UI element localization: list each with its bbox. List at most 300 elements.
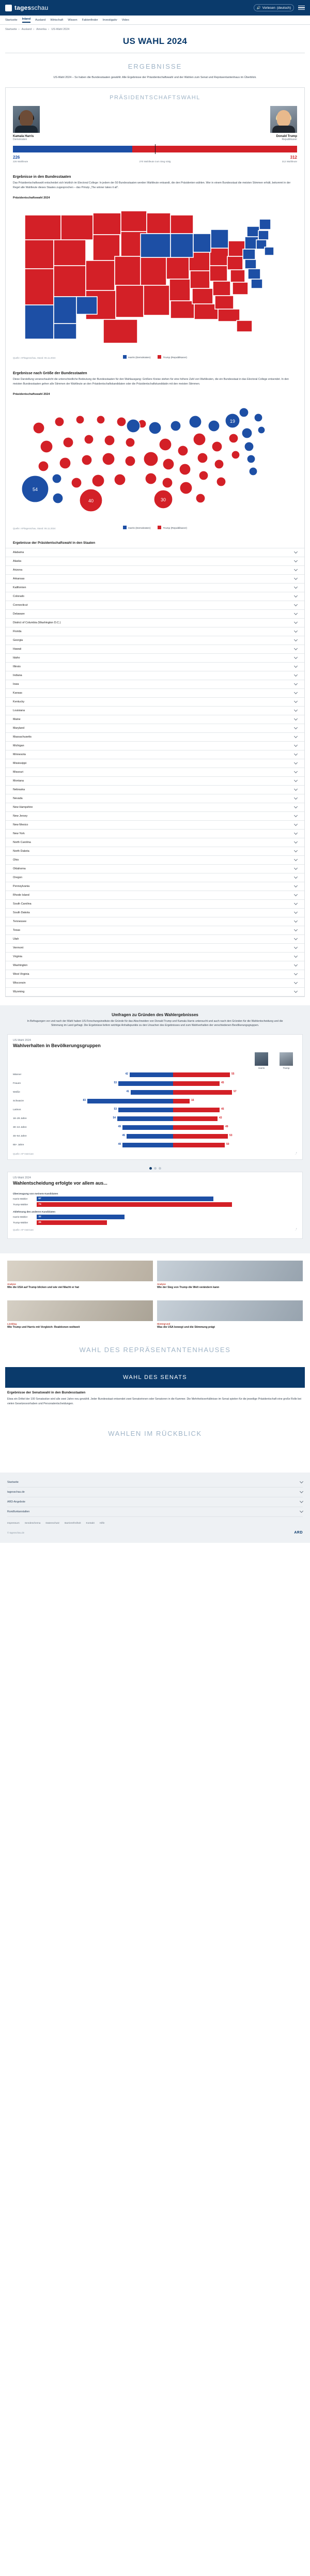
state-row[interactable] bbox=[6, 855, 304, 864]
electoral-bar-rep bbox=[132, 146, 297, 152]
nav-item-startseite[interactable]: Startseite bbox=[5, 18, 18, 22]
map2-source: Quelle: AP/tagesschau, Stand: 06.11.2024 bbox=[13, 527, 56, 530]
chevron-down-icon bbox=[300, 1509, 303, 1513]
nav-item-wirtschaft[interactable]: Wirtschaft bbox=[50, 18, 64, 22]
footer-item-rundfunkanstalten[interactable] bbox=[7, 1507, 303, 1517]
teaser-image-2 bbox=[157, 1261, 303, 1281]
state-row[interactable] bbox=[6, 987, 304, 996]
state-row[interactable] bbox=[6, 776, 304, 785]
state-label: New Hampshire bbox=[13, 805, 33, 809]
map1-source: Quelle: AP/tagesschau, Stand: 06.11.2024 bbox=[13, 356, 56, 359]
trump-photo bbox=[270, 106, 297, 133]
state-label: North Carolina bbox=[13, 840, 31, 844]
share-icon[interactable]: ⤴ bbox=[295, 1152, 297, 1155]
svg-text:54: 54 bbox=[32, 486, 38, 492]
poll1-row-label: Frauen bbox=[13, 1082, 21, 1085]
senate-text-block bbox=[0, 1388, 310, 1416]
chevron-down-icon bbox=[294, 620, 298, 624]
copyright: © tagesschau.de bbox=[7, 1531, 25, 1534]
trump-thumb bbox=[280, 1052, 293, 1066]
state-row[interactable] bbox=[6, 829, 304, 838]
poll1-row-label: Latinos bbox=[13, 1108, 21, 1111]
chevron-down-icon bbox=[294, 989, 298, 993]
chevron-down-icon bbox=[294, 910, 298, 914]
state-label: Kalifornien bbox=[13, 586, 26, 589]
poll1-header bbox=[8, 1052, 302, 1071]
poll2-row-value: 25 bbox=[37, 1220, 43, 1225]
state-row[interactable] bbox=[6, 724, 304, 732]
state-label: Arkansas bbox=[13, 577, 25, 580]
state-label: Louisiana bbox=[13, 709, 25, 712]
nav-item-video[interactable]: Video bbox=[121, 18, 129, 22]
state-label: North Dakota bbox=[13, 849, 29, 853]
state-row[interactable] bbox=[6, 680, 304, 688]
poll2-row-label: Harris-Wähler bbox=[13, 1198, 28, 1201]
chevron-down-icon bbox=[294, 664, 298, 668]
poll1-row-label: 18–29 Jahre bbox=[13, 1117, 27, 1120]
poll2-group1-label: Überzeugung von meinem Kandidaten bbox=[13, 1193, 58, 1196]
poll1-right-value: 55 bbox=[231, 1072, 235, 1076]
state-row[interactable] bbox=[6, 943, 304, 952]
presidential-card-title: PRÄSIDENTSCHAFTSWAHL bbox=[110, 95, 200, 101]
poll2-row-label: Trump-Wähler bbox=[13, 1221, 28, 1224]
poll1-right-value: 57 bbox=[234, 1090, 237, 1093]
state-label: Illinois bbox=[13, 665, 21, 668]
breadcrumb-item-1[interactable]: Ausland bbox=[21, 28, 32, 31]
state-label: Delaware bbox=[13, 612, 25, 616]
state-label: Utah bbox=[13, 937, 19, 941]
state-row[interactable] bbox=[6, 838, 304, 847]
state-row[interactable] bbox=[6, 873, 304, 882]
candidate-row bbox=[6, 106, 304, 141]
state-label: Maine bbox=[13, 717, 21, 721]
harris-photo bbox=[13, 106, 40, 133]
teaser-image-4 bbox=[157, 1300, 303, 1321]
poll1-row-label: Schwarze bbox=[13, 1099, 24, 1102]
state-row[interactable] bbox=[6, 847, 304, 855]
poll1-left-value: 45 bbox=[122, 1133, 125, 1137]
state-row[interactable] bbox=[6, 574, 304, 583]
state-row[interactable] bbox=[6, 978, 304, 987]
state-row[interactable] bbox=[6, 671, 304, 680]
state-row[interactable] bbox=[6, 645, 304, 653]
state-row[interactable] bbox=[6, 565, 304, 574]
poll2-row-value: 67 bbox=[37, 1197, 43, 1201]
poll1-row bbox=[13, 1088, 297, 1096]
chevron-down-icon bbox=[294, 655, 298, 659]
breadcrumb-item-0[interactable]: Startseite bbox=[5, 28, 17, 31]
read-aloud-lang: (deutsch) bbox=[276, 6, 291, 10]
state-row[interactable] bbox=[6, 662, 304, 671]
poll-chart-motivation bbox=[7, 1172, 303, 1239]
state-label: Maryland bbox=[13, 726, 25, 730]
presidential-card bbox=[5, 87, 305, 996]
state-row[interactable] bbox=[6, 732, 304, 741]
house-heading: WAHL DES REPRÄSENTANTENHAUSES bbox=[79, 1346, 231, 1354]
footer-item-startseite[interactable] bbox=[7, 1478, 303, 1488]
state-label: Florida bbox=[13, 630, 22, 633]
harris-party: Demokraten bbox=[13, 138, 27, 142]
harris-ev: 226 bbox=[13, 155, 20, 160]
state-label: Wyoming bbox=[13, 990, 25, 993]
poll1-row bbox=[13, 1132, 297, 1140]
poll2-row-label: Trump-Wähler bbox=[13, 1203, 28, 1206]
trump-party: Republikaner bbox=[282, 138, 297, 142]
poll1-trump-head bbox=[280, 1052, 293, 1069]
teaser-card[interactable] bbox=[157, 1261, 303, 1290]
electoral-legend bbox=[6, 160, 304, 168]
footer-item-ard-angebote[interactable] bbox=[7, 1497, 303, 1507]
footer-link-barrierefreiheit[interactable]: Barrierefreiheit bbox=[65, 1522, 81, 1525]
brand-name: tagesschau bbox=[14, 4, 49, 11]
poll1-right-value: 16 bbox=[191, 1098, 194, 1102]
teaser-card[interactable] bbox=[157, 1300, 303, 1330]
breadcrumb: Startseite › Ausland › Amerika › US-Wahl 2024 bbox=[5, 28, 70, 31]
chevron-down-icon bbox=[294, 857, 298, 861]
teaser-kicker: Liveblog bbox=[7, 1322, 17, 1325]
teaser-kicker: Analyse bbox=[157, 1283, 166, 1286]
state-row[interactable] bbox=[6, 934, 304, 943]
nav-item-ausland[interactable]: Ausland bbox=[35, 18, 46, 22]
poll1-row-label: Männer bbox=[13, 1073, 22, 1076]
state-label: Vermont bbox=[13, 946, 24, 949]
chevron-down-icon bbox=[300, 1499, 303, 1503]
chevron-down-icon bbox=[294, 611, 298, 615]
state-row[interactable] bbox=[6, 583, 304, 592]
state-row[interactable] bbox=[6, 741, 304, 750]
poll2-row-value: 32 bbox=[37, 1215, 43, 1219]
speaker-icon: 🔊 bbox=[256, 6, 261, 10]
map1-legend bbox=[10, 353, 300, 359]
poll1-right-value: 49 bbox=[225, 1125, 228, 1128]
polls-section bbox=[0, 1005, 310, 1254]
state-row[interactable] bbox=[6, 768, 304, 776]
state-label: Idaho bbox=[13, 656, 20, 660]
chevron-down-icon bbox=[294, 980, 298, 984]
brand-logo-link[interactable] bbox=[5, 4, 48, 11]
chevron-down-icon bbox=[294, 875, 298, 879]
poll2-row-value: 74 bbox=[37, 1202, 43, 1207]
state-label: Montana bbox=[13, 779, 24, 783]
chevron-down-icon bbox=[294, 937, 298, 940]
svg-text:19: 19 bbox=[229, 418, 236, 424]
size-results-title: Ergebnisse nach Größe der Bundesstaaten bbox=[13, 371, 87, 375]
majority-marker bbox=[155, 144, 156, 154]
results-heading: ERGEBNISSE bbox=[128, 63, 182, 70]
state-label: Connecticut bbox=[13, 603, 28, 607]
nav-item-investigativ[interactable]: Investigativ bbox=[102, 18, 117, 22]
state-label: Pennsylvania bbox=[13, 884, 30, 888]
state-label: Ohio bbox=[13, 858, 19, 862]
read-aloud-button[interactable] bbox=[254, 4, 295, 11]
footer-link-datenschutz[interactable]: Datenschutz bbox=[45, 1522, 60, 1525]
footer-links bbox=[7, 1517, 303, 1525]
poll1-row bbox=[13, 1097, 297, 1105]
teaser-card[interactable] bbox=[7, 1261, 153, 1290]
state-row[interactable] bbox=[6, 899, 304, 908]
poll2-row-label: Harris-Wähler bbox=[13, 1216, 28, 1219]
state-label: Oregon bbox=[13, 876, 22, 879]
state-label: Washington bbox=[13, 963, 28, 967]
breadcrumb-item-2[interactable]: Amerika bbox=[36, 28, 47, 31]
poll1-source: Quelle: AP VoteCast bbox=[13, 1152, 34, 1155]
chevron-down-icon bbox=[300, 1490, 303, 1493]
chevron-down-icon bbox=[294, 805, 298, 808]
candidate-harris bbox=[13, 106, 75, 141]
state-label: Alabama bbox=[13, 550, 24, 554]
chevron-down-icon bbox=[294, 726, 298, 729]
top-bar bbox=[0, 0, 310, 16]
chevron-down-icon bbox=[294, 770, 298, 773]
breadcrumb-item-3: US-Wahl 2024 bbox=[51, 28, 70, 31]
poll1-row-label: Weiße bbox=[13, 1091, 20, 1094]
chevron-down-icon bbox=[294, 752, 298, 756]
state-label: Alaska bbox=[13, 559, 22, 563]
poll1-right-value: 43 bbox=[219, 1116, 222, 1120]
poll1-row bbox=[13, 1124, 297, 1131]
nav-item-faktenfinder[interactable]: Faktenfinder bbox=[82, 18, 98, 22]
trump-name: Donald Trump bbox=[276, 135, 297, 139]
teaser-card[interactable] bbox=[7, 1300, 153, 1330]
footer-item-label: tagesschau.de bbox=[7, 1490, 25, 1494]
poll1-left-value: 54 bbox=[113, 1116, 116, 1120]
state-row[interactable] bbox=[6, 706, 304, 715]
state-row[interactable] bbox=[6, 557, 304, 565]
state-row[interactable] bbox=[6, 820, 304, 829]
state-row[interactable] bbox=[6, 688, 304, 697]
chevron-down-icon bbox=[294, 708, 298, 712]
poll1-title: Wahlverhalten in Bevölkerungsgruppen bbox=[13, 1043, 101, 1049]
state-row[interactable] bbox=[6, 618, 304, 627]
state-row[interactable] bbox=[6, 882, 304, 891]
state-row[interactable] bbox=[6, 697, 304, 706]
senate-section-text: Etwa ein Drittel der 100 Senatssitze wird alle zwei Jahre neu gewählt. Jeder Bundesstaat entsendet zwei Senatorinnen oder Senatoren in die Kammer. Die Mehrheitsverhältnisse im Senat spielen für die jeweilige Präsidentschaft eine große Rolle bei vielen Gesetzesvorhaben und Personalentscheidungen. bbox=[7, 1398, 302, 1406]
chevron-down-icon bbox=[294, 954, 298, 958]
tagesschau-logo-icon bbox=[5, 5, 12, 11]
state-label: Indiana bbox=[13, 673, 22, 677]
poll2-kicker: US-Wahl 2024 bbox=[13, 1176, 31, 1180]
chevron-down-icon bbox=[294, 734, 298, 738]
footer-item-label: ARD-Angebote bbox=[7, 1500, 25, 1504]
state-label: New York bbox=[13, 832, 25, 835]
chevron-down-icon bbox=[294, 814, 298, 817]
ard-logo: ARD bbox=[294, 1530, 303, 1535]
states-accordion bbox=[6, 548, 304, 996]
state-row[interactable] bbox=[6, 917, 304, 926]
state-row[interactable] bbox=[6, 811, 304, 820]
chevron-down-icon bbox=[294, 893, 298, 896]
poll1-left-value: 41 bbox=[126, 1090, 129, 1093]
legend-trump: Trump (Republikaner) bbox=[158, 355, 187, 359]
state-label: Hawaii bbox=[13, 647, 22, 651]
poll1-left-value: 42 bbox=[125, 1072, 128, 1076]
carousel-dots[interactable] bbox=[0, 1166, 310, 1172]
chevron-down-icon bbox=[294, 550, 298, 554]
state-label: Kentucky bbox=[13, 700, 25, 703]
chevron-down-icon bbox=[300, 1480, 303, 1483]
chevron-down-icon bbox=[294, 699, 298, 703]
state-row[interactable] bbox=[6, 609, 304, 618]
state-row[interactable] bbox=[6, 926, 304, 934]
poll1-left-value: 53 bbox=[114, 1081, 117, 1084]
poll1-row-label: 30–44 Jahre bbox=[13, 1126, 27, 1129]
poll1-harris-head bbox=[255, 1052, 268, 1069]
ev-legend-left: 226 Wahlleute bbox=[13, 160, 28, 163]
state-label: Wisconsin bbox=[13, 981, 26, 985]
poll1-row bbox=[13, 1141, 297, 1148]
state-row[interactable] bbox=[6, 794, 304, 803]
read-aloud-label: Vorlesen bbox=[262, 6, 275, 10]
poll1-left-value: 53 bbox=[114, 1107, 117, 1111]
senate-section-title: Ergebnisse der Senatswahl in den Bundesstaaten bbox=[7, 1391, 86, 1395]
state-row[interactable] bbox=[6, 601, 304, 609]
chevron-down-icon bbox=[294, 743, 298, 747]
chevron-down-icon bbox=[294, 840, 298, 844]
state-row[interactable] bbox=[6, 548, 304, 557]
state-label: Nevada bbox=[13, 796, 23, 800]
footer-link-kontakt[interactable]: Kontakt bbox=[86, 1522, 95, 1525]
chevron-down-icon bbox=[294, 901, 298, 905]
state-row[interactable] bbox=[6, 908, 304, 917]
poll1-right-value: 50 bbox=[226, 1142, 229, 1146]
state-row[interactable] bbox=[6, 970, 304, 978]
size-results-text: Diese Darstellung veranschaulicht die unterschiedliche Bedeutung der Bundesstaaten für den Wahlausgang: Größere Kreise stehen für eine höhere Zahl von Wahlleuten, die ein Bundesstaat in das Electoral College entsendet. In den meisten Bundesstaaten gehen alle Stimmen der Wahlleute an den Präsidentschaftskandidaten oder die Präsidentschaftskandidatin mit den meisten Stimmen. bbox=[13, 377, 289, 386]
carousel-dot-1[interactable] bbox=[149, 1167, 152, 1170]
chevron-down-icon bbox=[294, 585, 298, 589]
poll2-row bbox=[13, 1197, 297, 1201]
poll2-footer bbox=[8, 1226, 302, 1235]
state-row[interactable] bbox=[6, 864, 304, 873]
poll1-row-label: 65+ Jahre bbox=[13, 1143, 24, 1146]
state-label: Kansas bbox=[13, 691, 22, 695]
chevron-down-icon bbox=[294, 647, 298, 650]
results-intro: US-Wahl 2024 – So haben die Bundesstaaten gewählt. Alle Ergebnisse der Präsidentschaftswahl und der Wahlen zum Senat und Repräsentantenhaus im Überblick. bbox=[53, 76, 257, 79]
chevron-down-icon bbox=[294, 963, 298, 967]
senate-heading: WAHL DES SENATS bbox=[5, 1367, 305, 1388]
state-label: Virginia bbox=[13, 955, 22, 958]
state-label: Georgia bbox=[13, 638, 23, 642]
poll1-footer bbox=[8, 1150, 302, 1159]
chevron-down-icon bbox=[294, 884, 298, 887]
retro-heading: WAHLEN IM RÜCKBLICK bbox=[108, 1429, 202, 1437]
legend2-trump: Trump (Republikaner) bbox=[158, 526, 187, 530]
chevron-down-icon bbox=[294, 559, 298, 562]
carousel-dot-2[interactable] bbox=[154, 1167, 157, 1170]
chevron-down-icon bbox=[294, 682, 298, 685]
poll1-left-value: 49 bbox=[118, 1142, 121, 1146]
state-row[interactable] bbox=[6, 750, 304, 759]
state-row[interactable] bbox=[6, 636, 304, 645]
menu-icon[interactable] bbox=[298, 6, 305, 10]
chevron-down-icon bbox=[294, 568, 298, 571]
state-label: Michigan bbox=[13, 744, 24, 747]
chevron-down-icon bbox=[294, 629, 298, 633]
state-label: Minnesota bbox=[13, 753, 26, 756]
state-label: New Mexico bbox=[13, 823, 28, 826]
teaser-title: Wie Trump und Harris mit Vergleich: Reaktionen weltweit bbox=[7, 1325, 80, 1329]
teaser-image-3 bbox=[7, 1300, 153, 1321]
teaser-row-2 bbox=[0, 1293, 310, 1333]
teaser-kicker: Hintergrund bbox=[157, 1322, 171, 1325]
nav-item-wissen[interactable]: Wissen bbox=[68, 18, 78, 22]
map2-label: Präsidentschaftswahl 2024 bbox=[13, 392, 50, 396]
state-label: South Carolina bbox=[13, 902, 32, 906]
chevron-down-icon bbox=[294, 945, 298, 949]
svg-text:30: 30 bbox=[160, 497, 166, 502]
poll1-right-value: 53 bbox=[229, 1133, 233, 1137]
state-row[interactable] bbox=[6, 803, 304, 811]
footer-link-impressum[interactable]: Impressum bbox=[7, 1522, 20, 1525]
states-results-title: Ergebnisse in den Bundesstaaten bbox=[13, 175, 71, 179]
teaser-row-1 bbox=[0, 1253, 310, 1293]
chevron-down-icon bbox=[294, 778, 298, 782]
state-row[interactable] bbox=[6, 759, 304, 768]
teaser-title: Was die USA bewegt und die Stimmung prägt bbox=[157, 1325, 215, 1329]
chevron-down-icon bbox=[294, 972, 298, 975]
state-label: New Jersey bbox=[13, 814, 28, 818]
states-list-title: Ergebnisse der Präsidentschaftswahl in den Staaten bbox=[13, 541, 96, 545]
teaser-title: Wie der Sieg von Trump die Welt verändern kann bbox=[157, 1286, 220, 1290]
state-row[interactable] bbox=[6, 592, 304, 601]
chevron-down-icon bbox=[294, 594, 298, 597]
chevron-down-icon bbox=[294, 849, 298, 852]
chevron-down-icon bbox=[294, 919, 298, 923]
chevron-down-icon bbox=[294, 822, 298, 826]
nav-item-inland[interactable]: Inland bbox=[22, 18, 30, 23]
poll2-row bbox=[13, 1215, 297, 1219]
poll1-left-value: 49 bbox=[118, 1125, 121, 1128]
state-row[interactable] bbox=[6, 627, 304, 636]
chevron-down-icon bbox=[294, 831, 298, 835]
ev-legend-right: 312 Wahlleute bbox=[282, 160, 297, 163]
electoral-vote-numbers bbox=[6, 154, 304, 160]
state-row[interactable] bbox=[6, 653, 304, 662]
map1-label: Präsidentschaftswahl 2024 bbox=[13, 196, 50, 200]
state-label: District of Columbia (Washington D.C.) bbox=[13, 621, 61, 624]
states-results-text: Das Präsidentschaftswahl entscheidet sich letztlich im Electoral College: In jedem der 50 Bundesstaaten werden Wahlleute entsandt, die den Präsidenten wählen. Wer in einem Bundesstaat die meisten Stimmen erhält, bekommt in der Regel alle Wahlleute dieses Staates zugesprochen – das Prinzip „The winner takes it all“. bbox=[13, 181, 291, 190]
poll-chart-groups bbox=[7, 1034, 303, 1160]
poll1-row-label: 45–64 Jahre bbox=[13, 1134, 27, 1138]
electoral-bar-wrap bbox=[6, 141, 304, 154]
state-row[interactable] bbox=[6, 715, 304, 724]
harris-thumb bbox=[255, 1052, 268, 1066]
footer-link-sendeschema[interactable]: Sendeschema bbox=[24, 1522, 41, 1525]
state-label: Texas bbox=[13, 928, 21, 932]
carousel-dot-3[interactable] bbox=[159, 1167, 161, 1170]
legend-harris: Harris (Demokraten) bbox=[123, 355, 150, 359]
teaser-title: Wie die USA auf Trump blicken und wie viel Macht er hat bbox=[7, 1286, 79, 1290]
state-label: Mississippi bbox=[13, 761, 27, 765]
state-label: Colorado bbox=[13, 594, 24, 598]
poll2-title: Wahlentscheidung erfolgte vor allem aus... bbox=[13, 1180, 107, 1186]
footer-link-hilfe[interactable]: Hilfe bbox=[99, 1522, 105, 1525]
state-label: South Dakota bbox=[13, 911, 30, 914]
state-row[interactable] bbox=[6, 785, 304, 794]
poll1-col-right: Trump bbox=[283, 1067, 290, 1070]
poll1-row bbox=[13, 1071, 297, 1078]
share-icon[interactable]: ⤴ bbox=[295, 1228, 297, 1231]
page-title: US WAHL 2024 bbox=[122, 36, 188, 46]
poll1-row bbox=[13, 1115, 297, 1122]
state-row[interactable] bbox=[6, 961, 304, 970]
teaser-image-1 bbox=[7, 1261, 153, 1281]
footer-bottom bbox=[7, 1525, 303, 1535]
footer-item-tagesschau[interactable] bbox=[7, 1488, 303, 1497]
state-row[interactable] bbox=[6, 891, 304, 899]
state-label: Massachusetts bbox=[13, 735, 32, 739]
state-row[interactable] bbox=[6, 952, 304, 961]
harris-name: Kamala Harris bbox=[13, 135, 34, 139]
